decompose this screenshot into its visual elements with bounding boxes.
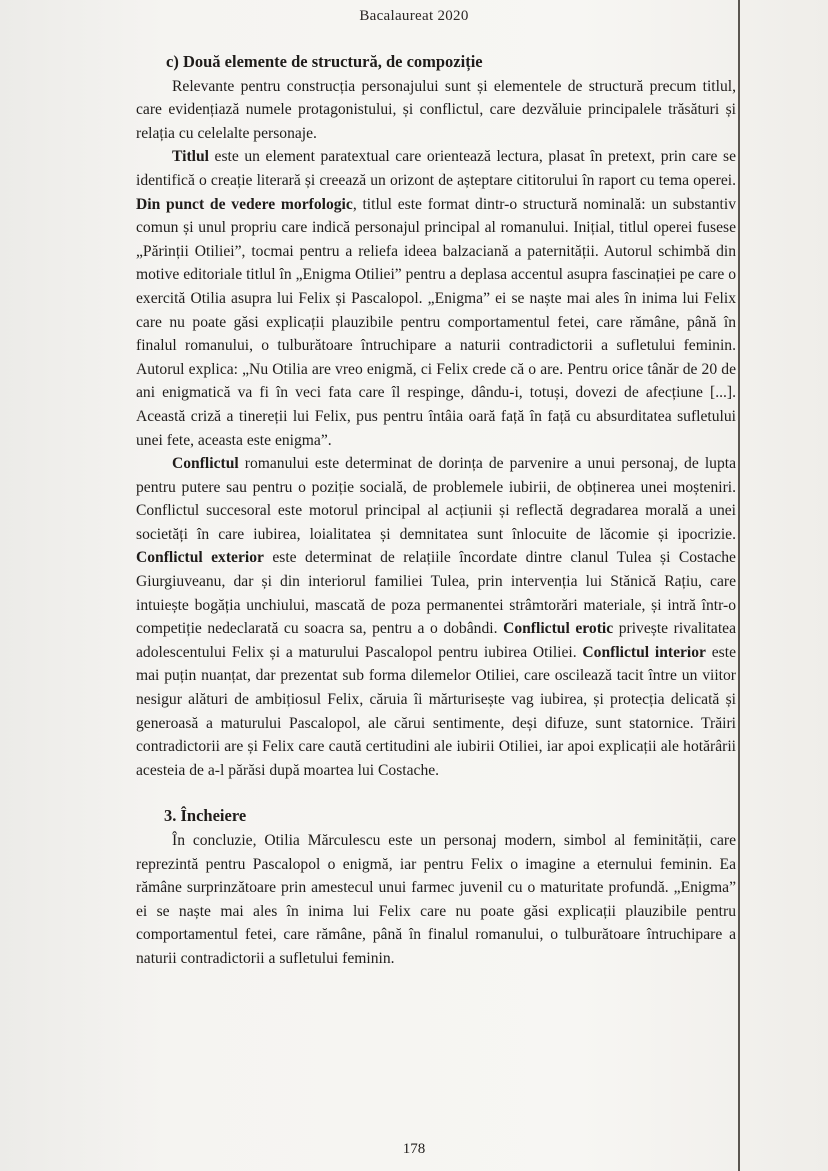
paragraph-title [136, 145, 736, 452]
paragraph-conflict-text-3: privește rivalitatea adolescentului Felix și a maturului Pascalopol pentru iubirea Otiliei. [136, 620, 736, 661]
section-3-heading: 3. Încheiere [164, 806, 247, 826]
paragraph-conflict-text-2: este determinat de relațiile încordate dintre clanul Tulea și Costache Giurgiuveanu, dar și din interiorul familiei Tulea, prin intervenția lui Stănică Rațiu, care intuiește bogăția unchiului, mascată de poza permanentei strâmtorări materiale, și intră într-o competiție nedeclarată cu soacra sa, pentru a o dobândi. [136, 549, 736, 638]
paragraph-conflict-text-1: romanului este determinat de dorința de parvenire a unui personaj, de lupta pentru putere sau pentru o poziție socială, de problemele iubirii, de obținerea unei moșteniri. Conflictul succesoral este motorul principal al acțiunii și reflectă degradarea morală a unei societăți în care iubirea, loialitatea și demnitatea sunt înlocuite de lăcomie și ipocrizie. [136, 455, 736, 543]
term-morfologic: Din punct de vedere morfologic [136, 195, 353, 213]
paragraph-conclusion: În concluzie, Otilia Mărculescu este un personaj modern, simbol al feminității, care reprezintă pentru Pascalopol o enigmă, iar pentru Felix o imagine a eternului feminin. Ea rămâne surprinzătoare prin amestecul unui farmec juvenil cu o maturitate profundă. „Enigma” ei se naște mai ales în inima lui Felix care nu poate găsi explicații plauzibile pentru comportamentul fetei, care rămâne, până în finalul romanului, o tulburătoare întruchipare a naturii contradictorii a sufletului feminin. [136, 832, 736, 967]
running-header: Bacalaureat 2020 [359, 8, 469, 24]
paragraph-conflict [136, 452, 736, 782]
paragraph-conflict-text-4: este mai puțin nuanțat, dar prezentat sub forma dilemelor Otiliei, care oscilează tacit între un viitor nesigur alături de ambițiosul Felix, căruia îi mărturisește vag iubirea, și protecția delicată și generoasă a maturului Pascalopol, ale cărui sentimente, deși difuze, sunt statornice. Trăiri contradictorii are și Felix care caută certitudini ale iubirii Otiliei, iar apoi explicații ale hotărârii acesteia de a-l părăsi după moartea lui Costache. [136, 643, 736, 779]
paragraph-structure-intro: Relevante pentru construcția personajului sunt și elementele de structură precum titlul, care evidențiază numele protagonistului, și conflictul, care dezvăluie principalele trăsături și relația cu celelalte personaje. [136, 77, 736, 142]
paragraph-title-text-2: , titlul este format dintr-o structură nominală: un substantiv comun și unul propriu care indică personajul principal al romanului. Inițial, titlul operei fusese „Părinții Otiliei”, tocmai pentru a reliefa ideea balzaciană a paternității. Autorul schimbă din motive editoriale titlul în „Enigma Otiliei” pentru a deplasa accentul asupra fascinației pe care o exercită Otilia asupra lui Felix și Pascalopol. „Enigma” ei se naște mai ales în inima lui Felix care nu poate găsi explicații plauzibile pentru comportamentul fetei, care rămâne, până în finalul romanului, o tulburătoare întruchipare a naturii contradictorii a sufletului feminin. Autorul explica: „Nu Otilia are vreo enigmă, ci Felix crede că o are. Pentru orice tânăr de 20 de ani enigmatică va fi în veci fata care îl respinge, dându-i, totuși, dovezi de afecțiune [...]. Această criză a tinereții lui Felix, pus pentru întâia oară față în față cu absurditatea sufletului unei fete, aceasta este enigma”. [136, 195, 736, 449]
paragraph-title-text-1: este un element paratextual care orientează lectura, plasat în pretext, prin care se identifică o creație literară și creează un orizont de așteptare cititorului în raport cu tema operei. [136, 148, 736, 189]
term-conflictul: Conflictul [172, 455, 239, 473]
page-number: 178 [402, 1141, 426, 1157]
page-content [136, 50, 736, 971]
term-titlul: Titlul [172, 148, 209, 166]
term-conflictul-interior: Conflictul interior [582, 643, 706, 661]
page-edge-shadow [738, 0, 740, 1171]
term-conflictul-exterior: Conflictul exterior [136, 549, 264, 567]
term-conflictul-erotic: Conflictul erotic [503, 620, 614, 638]
section-c-heading: c) Două elemente de structură, de compoziție [166, 52, 483, 71]
